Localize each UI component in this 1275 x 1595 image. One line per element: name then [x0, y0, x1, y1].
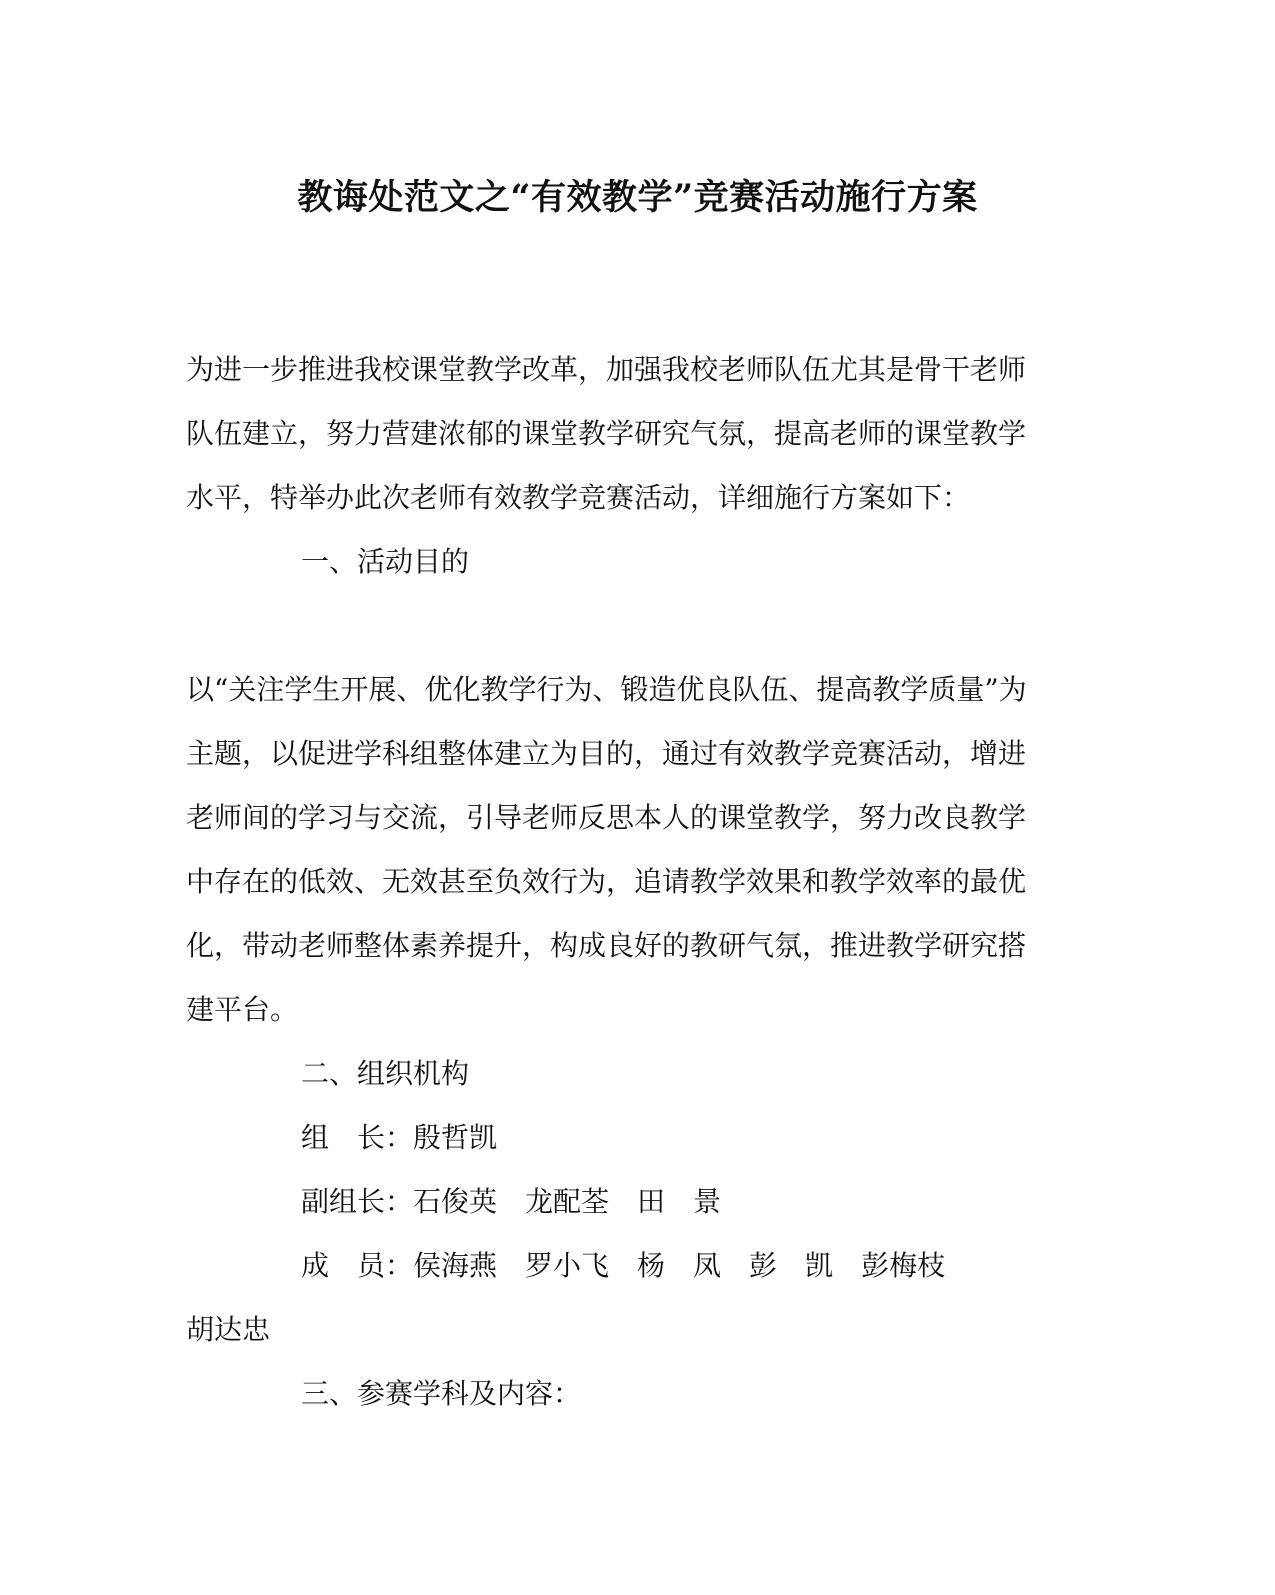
section1-line-2: 主题，以促进学科组整体建立为目的，通过有效教学竞赛活动，增进 — [186, 737, 1027, 770]
members-wrap-line: 胡达忠 — [186, 1313, 271, 1346]
members-line — [301, 1246, 945, 1286]
document-title: 教诲处范文之“有效教学”竞赛活动施行方案 — [297, 177, 978, 218]
section1-line-5: 化，带动老师整体素养提升，构成良好的教研气氛，推进教学研究搭 — [186, 929, 1027, 962]
member-name: 杨 凤 — [637, 1249, 722, 1282]
intro-line-3: 水平，特举办此次老师有效教学竞赛活动，详细施行方案如下： — [186, 481, 971, 514]
section1-line-1: 以“关注学生开展、优化教学行为、锻造优良队伍、提高教学质量”为 — [186, 673, 1027, 706]
member-name: 彭梅枝 — [861, 1249, 946, 1282]
section-heading-2: 二、组织机构 — [301, 1057, 470, 1090]
section1-line-6: 建平台。 — [186, 993, 299, 1026]
section1-line-3: 老师间的学习与交流，引导老师反思本人的课堂教学，努力改良教学 — [186, 801, 1027, 834]
section-heading-3: 三、参赛学科及内容： — [301, 1377, 582, 1410]
member-name: 罗小飞 — [525, 1249, 610, 1282]
intro-line-1: 为进一步推进我校课堂教学改革，加强我校老师队伍尤其是骨干老师 — [186, 353, 1027, 386]
intro-line-2: 队伍建立，努力营建浓郁的课堂教学研究气氛，提高老师的课堂教学 — [186, 417, 1027, 450]
deputy-name: 田 景 — [637, 1185, 722, 1218]
deputy-label: 副组长：石俊英 — [301, 1185, 498, 1218]
deputy-name: 龙配荃 — [525, 1185, 610, 1218]
member-name: 彭 凯 — [749, 1249, 834, 1282]
section1-line-4: 中存在的低效、无效甚至负效行为，追请教学效果和教学效率的最优 — [186, 865, 1027, 898]
leader-line: 组 长：殷哲凯 — [301, 1121, 498, 1154]
deputy-line — [301, 1182, 721, 1222]
section-heading-1: 一、活动目的 — [301, 545, 470, 578]
members-label: 成 员：侯海燕 — [301, 1249, 498, 1282]
